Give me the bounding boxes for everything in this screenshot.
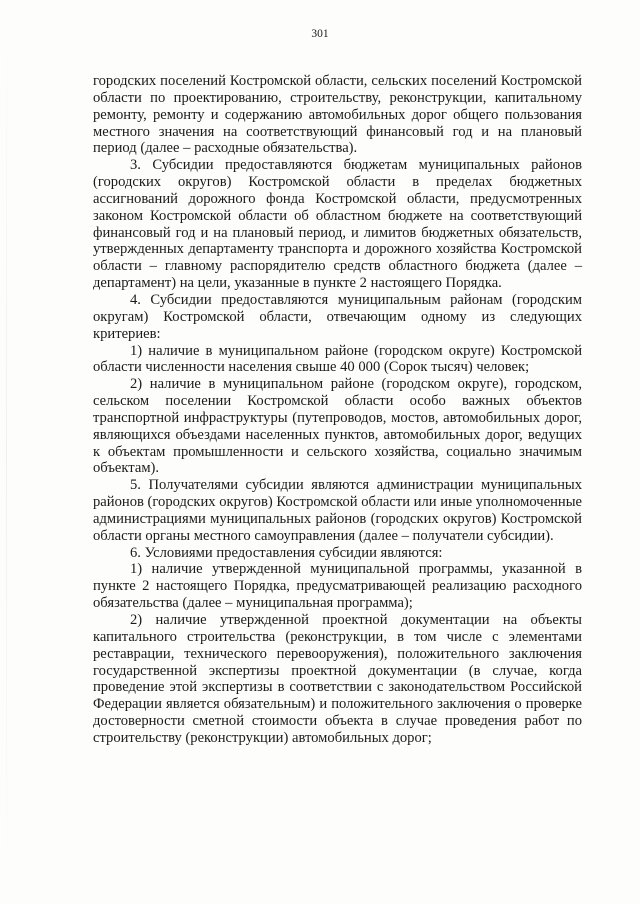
scan-edge-shadow (6, 0, 7, 904)
paragraph-continuation: городских поселений Костромской области, сельских поселений Костромской области по проектированию, строительству, реконструкции, капитальному ремонту, ремонту и содержанию автомобильных дорог общего пользования местного значения на соответствующий финансовый год и на плановый период (далее – расходные обязательства). (93, 73, 582, 157)
paragraph: 5. Получателями субсидии являются администрации муниципальных районов (городских округов) Костромской области или иные уполномоченные администрациями муниципальных районов (городских округов) Костромской области органы местного самоуправления (далее – получатели субсидии). (93, 477, 582, 544)
paragraph: 2) наличие утвержденной проектной документации на объекты капитального строительства (реконструкции, в том числе с элементами реставрации, технического перевооружения), положительного заключения государственной экспертизы проектной документации (в случае, когда проведение этой экспертизы в соответствии с законодательством Российской Федерации является обязательным) и положительного заключения о проверке достоверности сметной стоимости объекта в случае проведения работ по строительству (реконструкции) автомобильных дорог; (93, 612, 582, 746)
paragraph: 1) наличие утвержденной муниципальной программы, указанной в пункте 2 настоящего Порядка, предусматривающей реализацию расходного обязательства (далее – муниципальная программа); (93, 561, 582, 612)
paragraph: 1) наличие в муниципальном районе (городском округе) Костромской области численности населения свыше 40 000 (Сорок тысяч) человек; (93, 342, 582, 376)
page-number: 301 (311, 28, 329, 40)
paragraph: 3. Субсидии предоставляются бюджетам муниципальных районов (городских округов) Костромской области в пределах бюджетных ассигнований дорожного фонда Костромской области, предусмотренных законом Костромской области об областном бюджете на соответствующий финансовый год и на плановый период, и лимитов бюджетных обязательств, утвержденных департаменту транспорта и дорожного хозяйства Костромской области – главному распорядителю средств областного бюджета (далее – департамент) на цели, указанные в пункте 2 настоящего Порядка. (93, 157, 582, 292)
paragraph: 4. Субсидии предоставляются муниципальным районам (городским округам) Костромской области, отвечающим одному из следующих критериев: (93, 291, 582, 342)
paragraph: 2) наличие в муниципальном районе (городском округе), городском, сельском поселении Костромской области особо важных объектов транспортной инфраструктуры (путепроводов, мостов, автомобильных дорог, являющихся объездами населенных пунктов, автомобильных дорог, ведущих к объектам промышленности и сельского хозяйства, социально значимым объектам). (93, 376, 582, 477)
paragraph: 6. Условиями предоставления субсидии являются: (130, 544, 443, 561)
document-body (93, 73, 582, 747)
